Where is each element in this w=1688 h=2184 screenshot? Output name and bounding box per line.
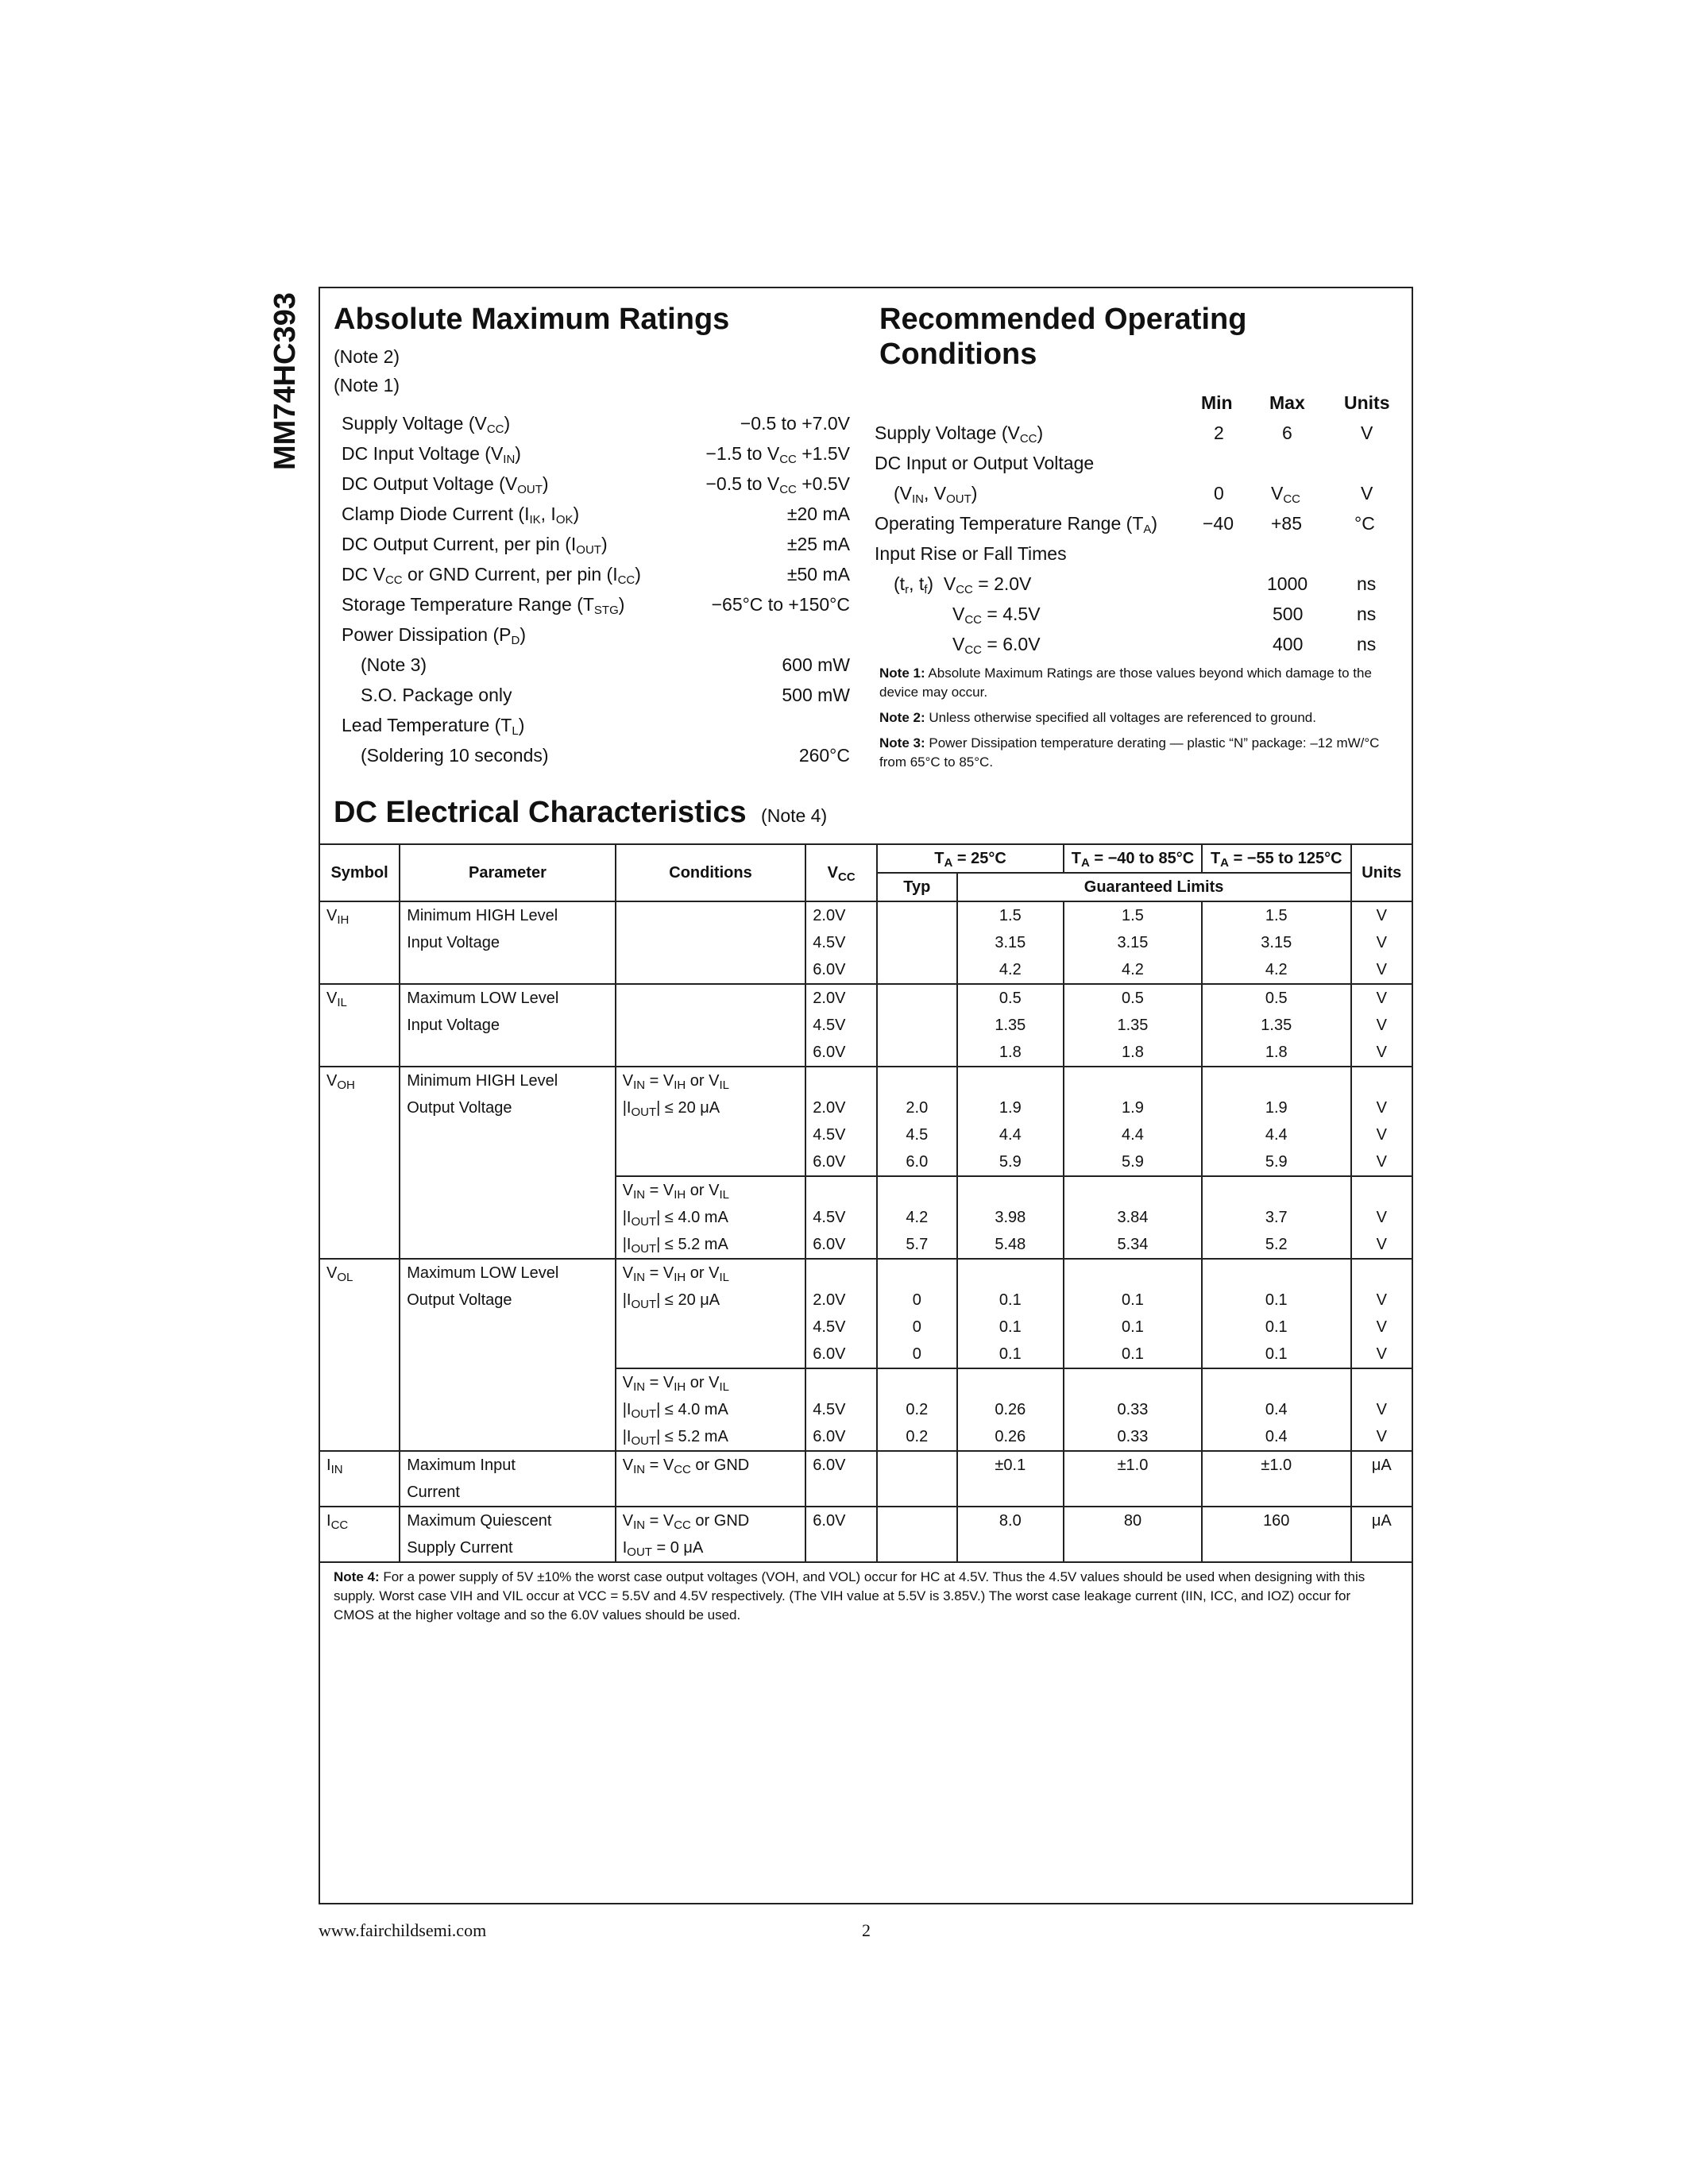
table-row: $V_{IL}$ Maximum LOW Level 2.0V 0.5 0.5 0.5 V (319, 984, 1412, 1012)
roc-supply-max: 6 (1282, 423, 1292, 443)
roc-supply-min: 2 (1214, 423, 1224, 443)
amr-power-label: Power Dissipation $(P_D)$ (342, 624, 526, 647)
roc-head-units: Units (1344, 392, 1390, 413)
amr-clamp-label: Clamp Diode Current ($I_{IK}$, $I_{OK}$) (342, 504, 580, 527)
amr-outcur-value: ±25 mA (786, 534, 850, 554)
amr-supply-value: −0.5 to +7.0V (740, 413, 850, 434)
roc-rise-6v-label: $V_{CC} = 6.0V$ (952, 634, 1041, 657)
dc-head-units: Units (1351, 844, 1412, 901)
dc-head-typ: Typ (877, 873, 957, 901)
amr-note3-value: 600 mW (782, 654, 850, 675)
table-row: Output Voltage $|I_{OUT}| \le 20$ μA 2.0V 2.0 1.9 1.9 1.9 V (319, 1094, 1412, 1121)
amr-vcc-gnd-value: ±50 mA (786, 564, 850, 585)
page-number: 2 (862, 1920, 871, 1940)
dc-head-ta55: $T_A = -55$ to 125°C (1202, 844, 1351, 873)
amr-note-b: (Note 1) (334, 375, 400, 396)
amr-storage-label: Storage Temperature Range $(T_{STG})$ (342, 594, 625, 617)
table-row: $V_{IN} = V_{IH}$ or $V_{IL}$ (319, 1368, 1412, 1396)
roc-rise-45v-label: $V_{CC} = 4.5V$ (952, 604, 1041, 627)
amr-storage-value: −65°C to +150°C (711, 594, 850, 615)
table-row: Supply Current $I_{OUT} = 0$ μA (319, 1534, 1412, 1562)
roc-temp-min: −40 (1203, 513, 1234, 534)
amr-solder-label: (Soldering 10 seconds) (361, 745, 549, 766)
roc-io-label: DC Input or Output Voltage (875, 453, 1095, 473)
dc-head-ta40: $T_A = -40$ to 85°C (1064, 844, 1202, 873)
amr-input-label: DC Input Voltage $(V_{IN})$ (342, 443, 521, 466)
roc-title (879, 302, 1246, 372)
dc-head-guaranteed: Guaranteed Limits (957, 873, 1351, 901)
table-row: $|I_{OUT}| \le 5.2$ mA 6.0V 0.2 0.26 0.33 0.4 V (319, 1423, 1412, 1451)
dc-table (319, 843, 1413, 1563)
roc-rise-45v-units: ns (1357, 604, 1377, 624)
table-row: 4.5V 4.5 4.4 4.4 4.4 V (319, 1121, 1412, 1148)
amr-so-value: 500 mW (782, 685, 850, 705)
dc-title-text: DC Electrical Characteristics (334, 796, 747, 829)
roc-note3: Note 3: Power Dissipation temperature derating — plastic “N” package: –12 mW/°C from 65°C to 85°C. (879, 735, 1380, 770)
table-row: 6.0V 0 0.1 0.1 0.1 V (319, 1341, 1412, 1368)
roc-rise-2v-label: ($t_r$, $t_f$) $V_{CC} = 2.0V$ (894, 573, 1032, 596)
note4-label: Note 4: (334, 1569, 380, 1584)
table-row: 6.0V 4.2 4.2 4.2 V (319, 956, 1412, 984)
table-row: Input Voltage 4.5V 3.15 3.15 3.15 V (319, 929, 1412, 956)
roc-head-min: Min (1201, 392, 1233, 413)
roc-title-line2: Conditions (879, 338, 1037, 371)
table-row: $V_{IN} = V_{IH}$ or $V_{IL}$ (319, 1176, 1412, 1204)
table-row: $V_{OH}$ Minimum HIGH Level $V_{IN} = V_{IH}$ or $V_{IL}$ (319, 1067, 1412, 1094)
table-row: $|I_{OUT}| \le 5.2$ mA 6.0V 5.7 5.48 5.34 5.2 V (319, 1231, 1412, 1259)
roc-supply-units: V (1361, 423, 1373, 443)
footer-url[interactable]: www.fairchildsemi.com (319, 1920, 487, 1940)
roc-rise-6v-max: 400 (1273, 634, 1304, 654)
part-number-side-label: MM74HC393 (268, 292, 302, 470)
amr-outcur-label: DC Output Current, per pin $(I_{OUT})$ (342, 534, 608, 557)
amr-output-label: DC Output Voltage $(V_{OUT})$ (342, 473, 549, 496)
dc-title-note: (Note 4) (761, 805, 828, 826)
roc-rise-45v-max: 500 (1273, 604, 1304, 624)
table-row: $I_{IN}$ Maximum Input $V_{IN} = V_{CC}$ or GND 6.0V ±0.1 ±1.0 ±1.0 μA (319, 1451, 1412, 1479)
amr-lead-label: Lead Temperature $(T_L)$ (342, 715, 525, 738)
amr-title: Absolute Maximum Ratings (334, 303, 730, 336)
roc-temp-max: +85 (1271, 513, 1303, 534)
dc-head-conditions: Conditions (616, 844, 806, 901)
roc-io-max: $V_{CC}$ (1271, 483, 1301, 506)
roc-title-line1: Recommended Operating (879, 303, 1247, 336)
amr-note-a: (Note 2) (334, 346, 400, 367)
roc-temp-units: °C (1354, 513, 1375, 534)
amr-section (334, 302, 729, 337)
table-row: 6.0V 1.8 1.8 1.8 V (319, 1039, 1412, 1067)
dc-title (334, 796, 827, 830)
roc-note1: Note 1: Absolute Maximum Ratings are those values beyond which damage to the device may occur. (879, 666, 1372, 700)
note4 (334, 1568, 1390, 1625)
roc-io-min: 0 (1214, 483, 1224, 504)
table-row: $|I_{OUT}| \le 4.0$ mA 4.5V 4.2 3.98 3.84 3.7 V (319, 1204, 1412, 1231)
table-row: $V_{IH}$ Minimum HIGH Level 2.0V 1.5 1.5 1.5 V (319, 901, 1412, 929)
note4-text: For a power supply of 5V ±10% the worst case output voltages (VOH, and VOL) occur for HC at 4.5V. Thus the 4.5V values should be used when designing with this supply. Worst case VIH and VIL occur at VCC = 5.5V and 4.5V respectively. (The VIH value at 5.5V is 3.85V.) The worst case leakage current (IIN, ICC, and IOZ) occur for CMOS at the higher voltage and so the 6.0V values should be used. (334, 1569, 1365, 1623)
roc-io-units: V (1361, 483, 1373, 504)
amr-vcc-gnd-label: DC $V_{CC}$ or GND Current, per pin $(I_{CC})$ (342, 564, 641, 587)
table-row: Current (319, 1479, 1412, 1507)
roc-head-max: Max (1269, 392, 1305, 413)
roc-rise-6v-units: ns (1357, 634, 1377, 654)
roc-temp-label: Operating Temperature Range $(T_A)$ (875, 513, 1158, 536)
dc-head-vcc: $V_{CC}$ (805, 844, 877, 901)
dc-head-ta25: $T_A = 25^\circ C$ (877, 844, 1064, 873)
dc-head-parameter: Parameter (400, 844, 616, 901)
table-row: Output Voltage $|I_{OUT}| \le 20$ μA 2.0V 0 0.1 0.1 0.1 V (319, 1287, 1412, 1314)
amr-so-label: S.O. Package only (361, 685, 512, 705)
table-row: $I_{CC}$ Maximum Quiescent $V_{IN} = V_{CC}$ or GND 6.0V 8.0 80 160 μA (319, 1507, 1412, 1534)
table-row: 4.5V 0 0.1 0.1 0.1 V (319, 1314, 1412, 1341)
roc-supply-label: Supply Voltage $(V_{CC})$ (875, 423, 1044, 446)
dc-head-symbol: Symbol (319, 844, 400, 901)
roc-io-sub-label: ($V_{IN}$, $V_{OUT}$) (894, 483, 978, 506)
roc-rise-2v-units: ns (1357, 573, 1377, 594)
amr-clamp-value: ±20 mA (786, 504, 850, 524)
table-row: 6.0V 6.0 5.9 5.9 5.9 V (319, 1148, 1412, 1176)
amr-supply-label: Supply Voltage $(V_{CC})$ (342, 413, 511, 436)
roc-rise-2v-max: 1000 (1267, 573, 1308, 594)
amr-solder-value: 260°C (798, 745, 850, 766)
amr-input-value: −1.5 to $V_{CC} +1.5V$ (705, 443, 850, 466)
roc-notes (879, 664, 1384, 772)
table-row: $V_{OL}$ Maximum LOW Level $V_{IN} = V_{IH}$ or $V_{IL}$ (319, 1259, 1412, 1287)
table-row: Input Voltage 4.5V 1.35 1.35 1.35 V (319, 1012, 1412, 1039)
amr-output-value: −0.5 to $V_{CC} +0.5V$ (705, 473, 850, 496)
table-row: $|I_{OUT}| \le 4.0$ mA 4.5V 0.2 0.26 0.33 0.4 V (319, 1396, 1412, 1423)
roc-rise-label: Input Rise or Fall Times (875, 543, 1067, 564)
roc-note2: Note 2: Unless otherwise specified all voltages are referenced to ground. (879, 710, 1316, 725)
amr-note3-label: (Note 3) (361, 654, 427, 675)
